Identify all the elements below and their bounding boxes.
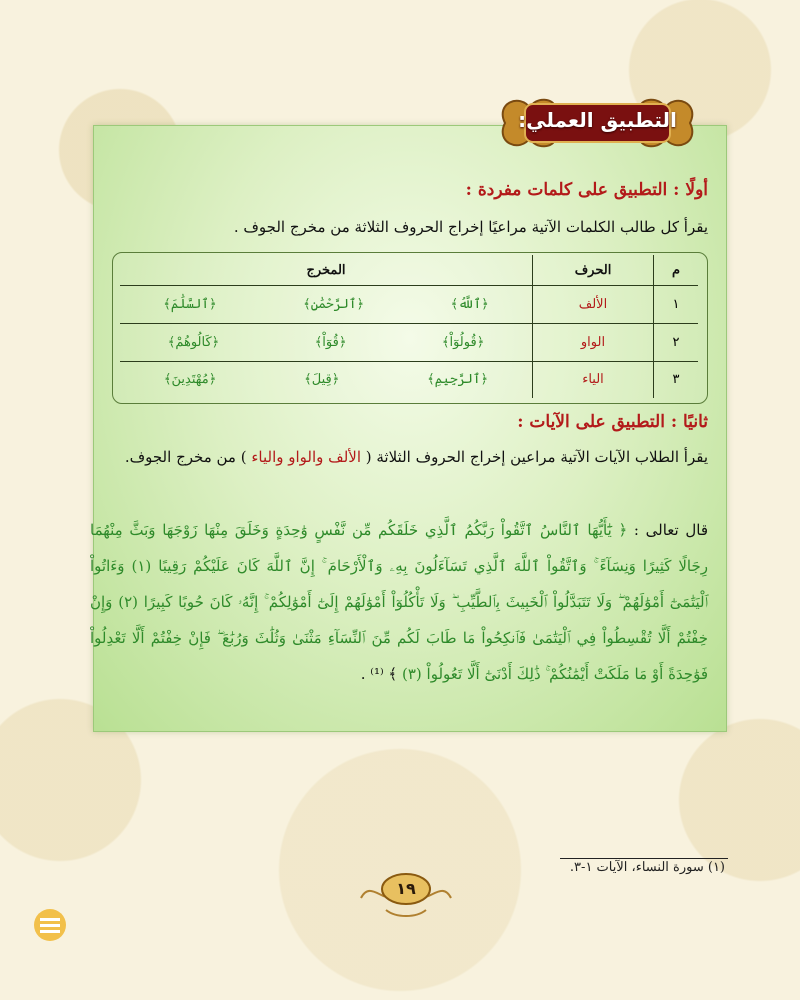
- header-words: المخرج: [120, 255, 533, 286]
- row-words: [120, 286, 533, 324]
- page-number: ١٩: [396, 879, 416, 898]
- quran-word: ﴿ٱلرَّجِيمِ﴾: [427, 372, 489, 388]
- ayah-number: (١): [131, 557, 152, 575]
- quran-word: ﴿قُولُوٓاْ﴾: [441, 334, 485, 350]
- table-row: [120, 286, 698, 324]
- quran-word: ﴿ٱلرَّحْمَٰنِ﴾: [303, 296, 365, 312]
- footnote-divider: [560, 858, 728, 859]
- row-letter: الواو: [533, 323, 654, 361]
- instruction-letters: الألف والواو والياء: [251, 448, 361, 466]
- quran-word: ﴿قُوٓاْ﴾: [314, 334, 347, 350]
- words-table: [120, 255, 698, 398]
- quran-word: ﴿ٱللَّهُ﴾: [450, 296, 489, 312]
- row-num: ٢: [654, 323, 699, 361]
- quran-word: ﴿قِيلَ﴾: [304, 372, 340, 388]
- header-letter: الحرف: [533, 255, 654, 286]
- table-row: [120, 361, 698, 398]
- instruction-text: يقرأ الطلاب الآيات الآتية مراعين إخراج الحروف الثلاثة (: [361, 448, 708, 466]
- section-title: التطبيق العملي:: [518, 108, 677, 132]
- verse-text: وَإِنْ خِفْتُمْ أَلَّا تُقْسِطُواْ فِي ٱلْيَتَٰمَىٰ فَٱنكِحُواْ مَا طَابَ لَكُم مِّنَ ٱلنِّسَآءِ مَثْنَىٰ وَثُلَٰثَ وَرُبَٰعَ ۖ فَإِنْ خِفْتُمْ أَلَّا تَعْدِلُواْ فَوَٰحِدَةً أَوْ مَا مَلَكَتْ أَيْمَٰنُكُمْ ۚ ذَٰلِكَ أَدْنَىٰٓ أَلَّا تَعُولُواْ: [90, 593, 708, 683]
- quran-word: ﴿كَالُوهُمْ﴾: [167, 334, 220, 350]
- verse-intro: قال تعالى :: [627, 521, 708, 539]
- verse-closing: ﴾ ⁽¹⁾ .: [360, 665, 398, 683]
- section1-instruction: يقرأ كل طالب الكلمات الآتية مراعيًا إخراج الحروف الثلاثة من مخرج الجوف .: [233, 218, 708, 236]
- ayah-number: (٣): [401, 665, 422, 683]
- row-letter: الياء: [533, 361, 654, 398]
- row-words: [120, 361, 533, 398]
- row-words: [120, 323, 533, 361]
- row-num: ٣: [654, 361, 699, 398]
- publisher-logo-icon: [30, 905, 70, 945]
- quran-word: ﴿ٱلسَّلَٰمَ﴾: [163, 296, 217, 312]
- header-num: م: [654, 255, 699, 286]
- section1-heading: أولًا : التطبيق على كلمات مفردة :: [465, 180, 708, 200]
- row-letter: الألف: [533, 286, 654, 324]
- verse-text: وَءَاتُواْ ٱلْيَتَٰمَىٰٓ أَمْوَٰلَهُمْ ۖ وَلَا تَتَبَدَّلُواْ ٱلْخَبِيثَ بِٱلطَّيِّبِ ۖ وَلَا تَأْكُلُوٓاْ أَمْوَٰلَهُمْ إِلَىٰٓ أَمْوَٰلِكُمْ ۚ إِنَّهُۥ كَانَ حُوبًا كَبِيرًا: [90, 557, 708, 611]
- footnote: (١) سورة النساء، الآيات ١-٣.: [569, 860, 725, 875]
- verse-text: ﴿ يَٰٓأَيُّهَا ٱلنَّاسُ ٱتَّقُواْ رَبَّكُمُ ٱلَّذِي خَلَقَكُم مِّن نَّفْسٍ وَٰحِدَةٍ وَخَلَقَ مِنْهَا زَوْجَهَا وَبَثَّ مِنْهُمَا رِجَالًا كَثِيرًا وَنِسَآءً ۚ وَٱتَّقُواْ ٱللَّهَ ٱلَّذِي تَسَآءَلُونَ بِهِۦ وَٱلْأَرْحَامَ ۚ إِنَّ ٱللَّهَ كَانَ عَلَيْكُمْ رَقِيبًا: [90, 521, 708, 575]
- instruction-text-end: ) من مخرج الجوف.: [124, 448, 252, 466]
- table-header-row: [120, 255, 698, 286]
- table-row: [120, 323, 698, 361]
- quran-word: ﴿مُهْتَدِينَ﴾: [163, 372, 217, 388]
- row-num: ١: [654, 286, 699, 324]
- section2-heading: ثانيًا : التطبيق على الآيات :: [517, 412, 708, 432]
- ayah-number: (٢): [118, 593, 138, 611]
- quran-verses: [90, 512, 708, 692]
- section2-instruction: [90, 440, 708, 474]
- section-title-badge: [495, 88, 700, 158]
